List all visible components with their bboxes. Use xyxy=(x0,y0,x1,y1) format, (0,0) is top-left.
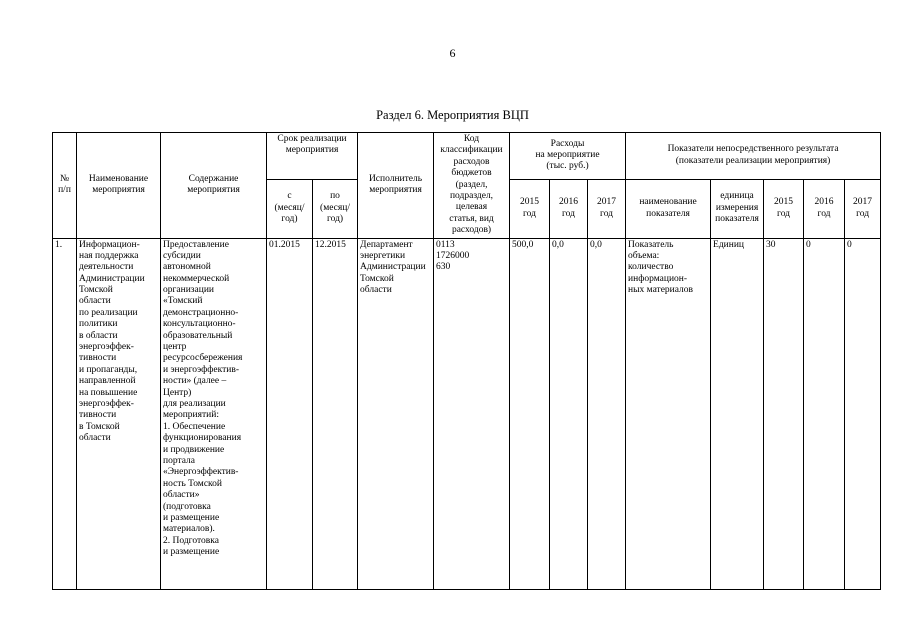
cell-ind-2017: 0 xyxy=(845,238,881,589)
cell-to: 12.2015 xyxy=(313,238,358,589)
cell-content: Предоставление субсидии автономной некоммерческой организации «Томский демонстрационно- консультационно- образовательный центр ресурсосбережения и энергоэффектив- ности» (далее – Центр) для реализации мероприятий: 1. Обеспечение функционирования и продвижение портала «Энергоэффектив- ность Томской области» (подготовка и размещение материалов). 2. Подготовка и размещение xyxy=(161,238,267,589)
header-ind-2015: 2015 год xyxy=(764,179,804,238)
header-exp-2016: 2016 год xyxy=(550,179,588,238)
cell-exp-2015: 500,0 xyxy=(510,238,550,589)
page-number: 6 xyxy=(449,46,456,60)
cell-from: 01.2015 xyxy=(267,238,313,589)
cell-exp-2017: 0,0 xyxy=(588,238,626,589)
cell-ind-name: Показатель объема: количество информацион- ных материалов xyxy=(626,238,711,589)
cell-exp-2016: 0,0 xyxy=(550,238,588,589)
header-ind-name: наименование показателя xyxy=(626,179,711,238)
header-ind-2017: 2017 год xyxy=(845,179,881,238)
section-title: Раздел 6. Мероприятия ВЦП xyxy=(376,108,529,122)
header-term-to: по (месяц/ год) xyxy=(313,179,358,238)
header-ind-unit: единица измерения показателя xyxy=(711,179,764,238)
activities-table xyxy=(52,132,881,590)
header-code: Код классификации расходов бюджетов (раздел, подраздел, целевая статья, вид расходов) xyxy=(434,133,510,239)
header-executor: Исполнитель мероприятия xyxy=(358,133,434,239)
header-exp-2015: 2015 год xyxy=(510,179,550,238)
cell-executor: Департамент энергетики Администрации Томской области xyxy=(358,238,434,589)
header-num: № п/п xyxy=(53,133,77,239)
header-exp-2017: 2017 год xyxy=(588,179,626,238)
cell-num: 1. xyxy=(53,238,77,589)
header-term-from: с (месяц/ год) xyxy=(267,179,313,238)
header-ind-2016: 2016 год xyxy=(804,179,845,238)
header-row-top xyxy=(53,133,881,180)
cell-ind-2015: 30 xyxy=(764,238,804,589)
header-indicators: Показатели непосредственного результата (показатели реализации мероприятия) xyxy=(626,133,881,180)
header-term: Срок реализации мероприятия xyxy=(267,133,358,180)
header-expenses: Расходы на мероприятие (тыс. руб.) xyxy=(510,133,626,180)
cell-ind-unit: Единиц xyxy=(711,238,764,589)
header-name: Наименование мероприятия xyxy=(77,133,161,239)
cell-ind-2016: 0 xyxy=(804,238,845,589)
cell-name: Информацион- ная поддержка деятельности Администрации Томской области по реализации политики в области энергоэффек- тивности и пропаганды, направленной на повышение энергоэффек- тивности в Томской области xyxy=(77,238,161,589)
cell-code: 0113 1726000 630 xyxy=(434,238,510,589)
table-row xyxy=(53,238,881,589)
header-content: Содержание мероприятия xyxy=(161,133,267,239)
